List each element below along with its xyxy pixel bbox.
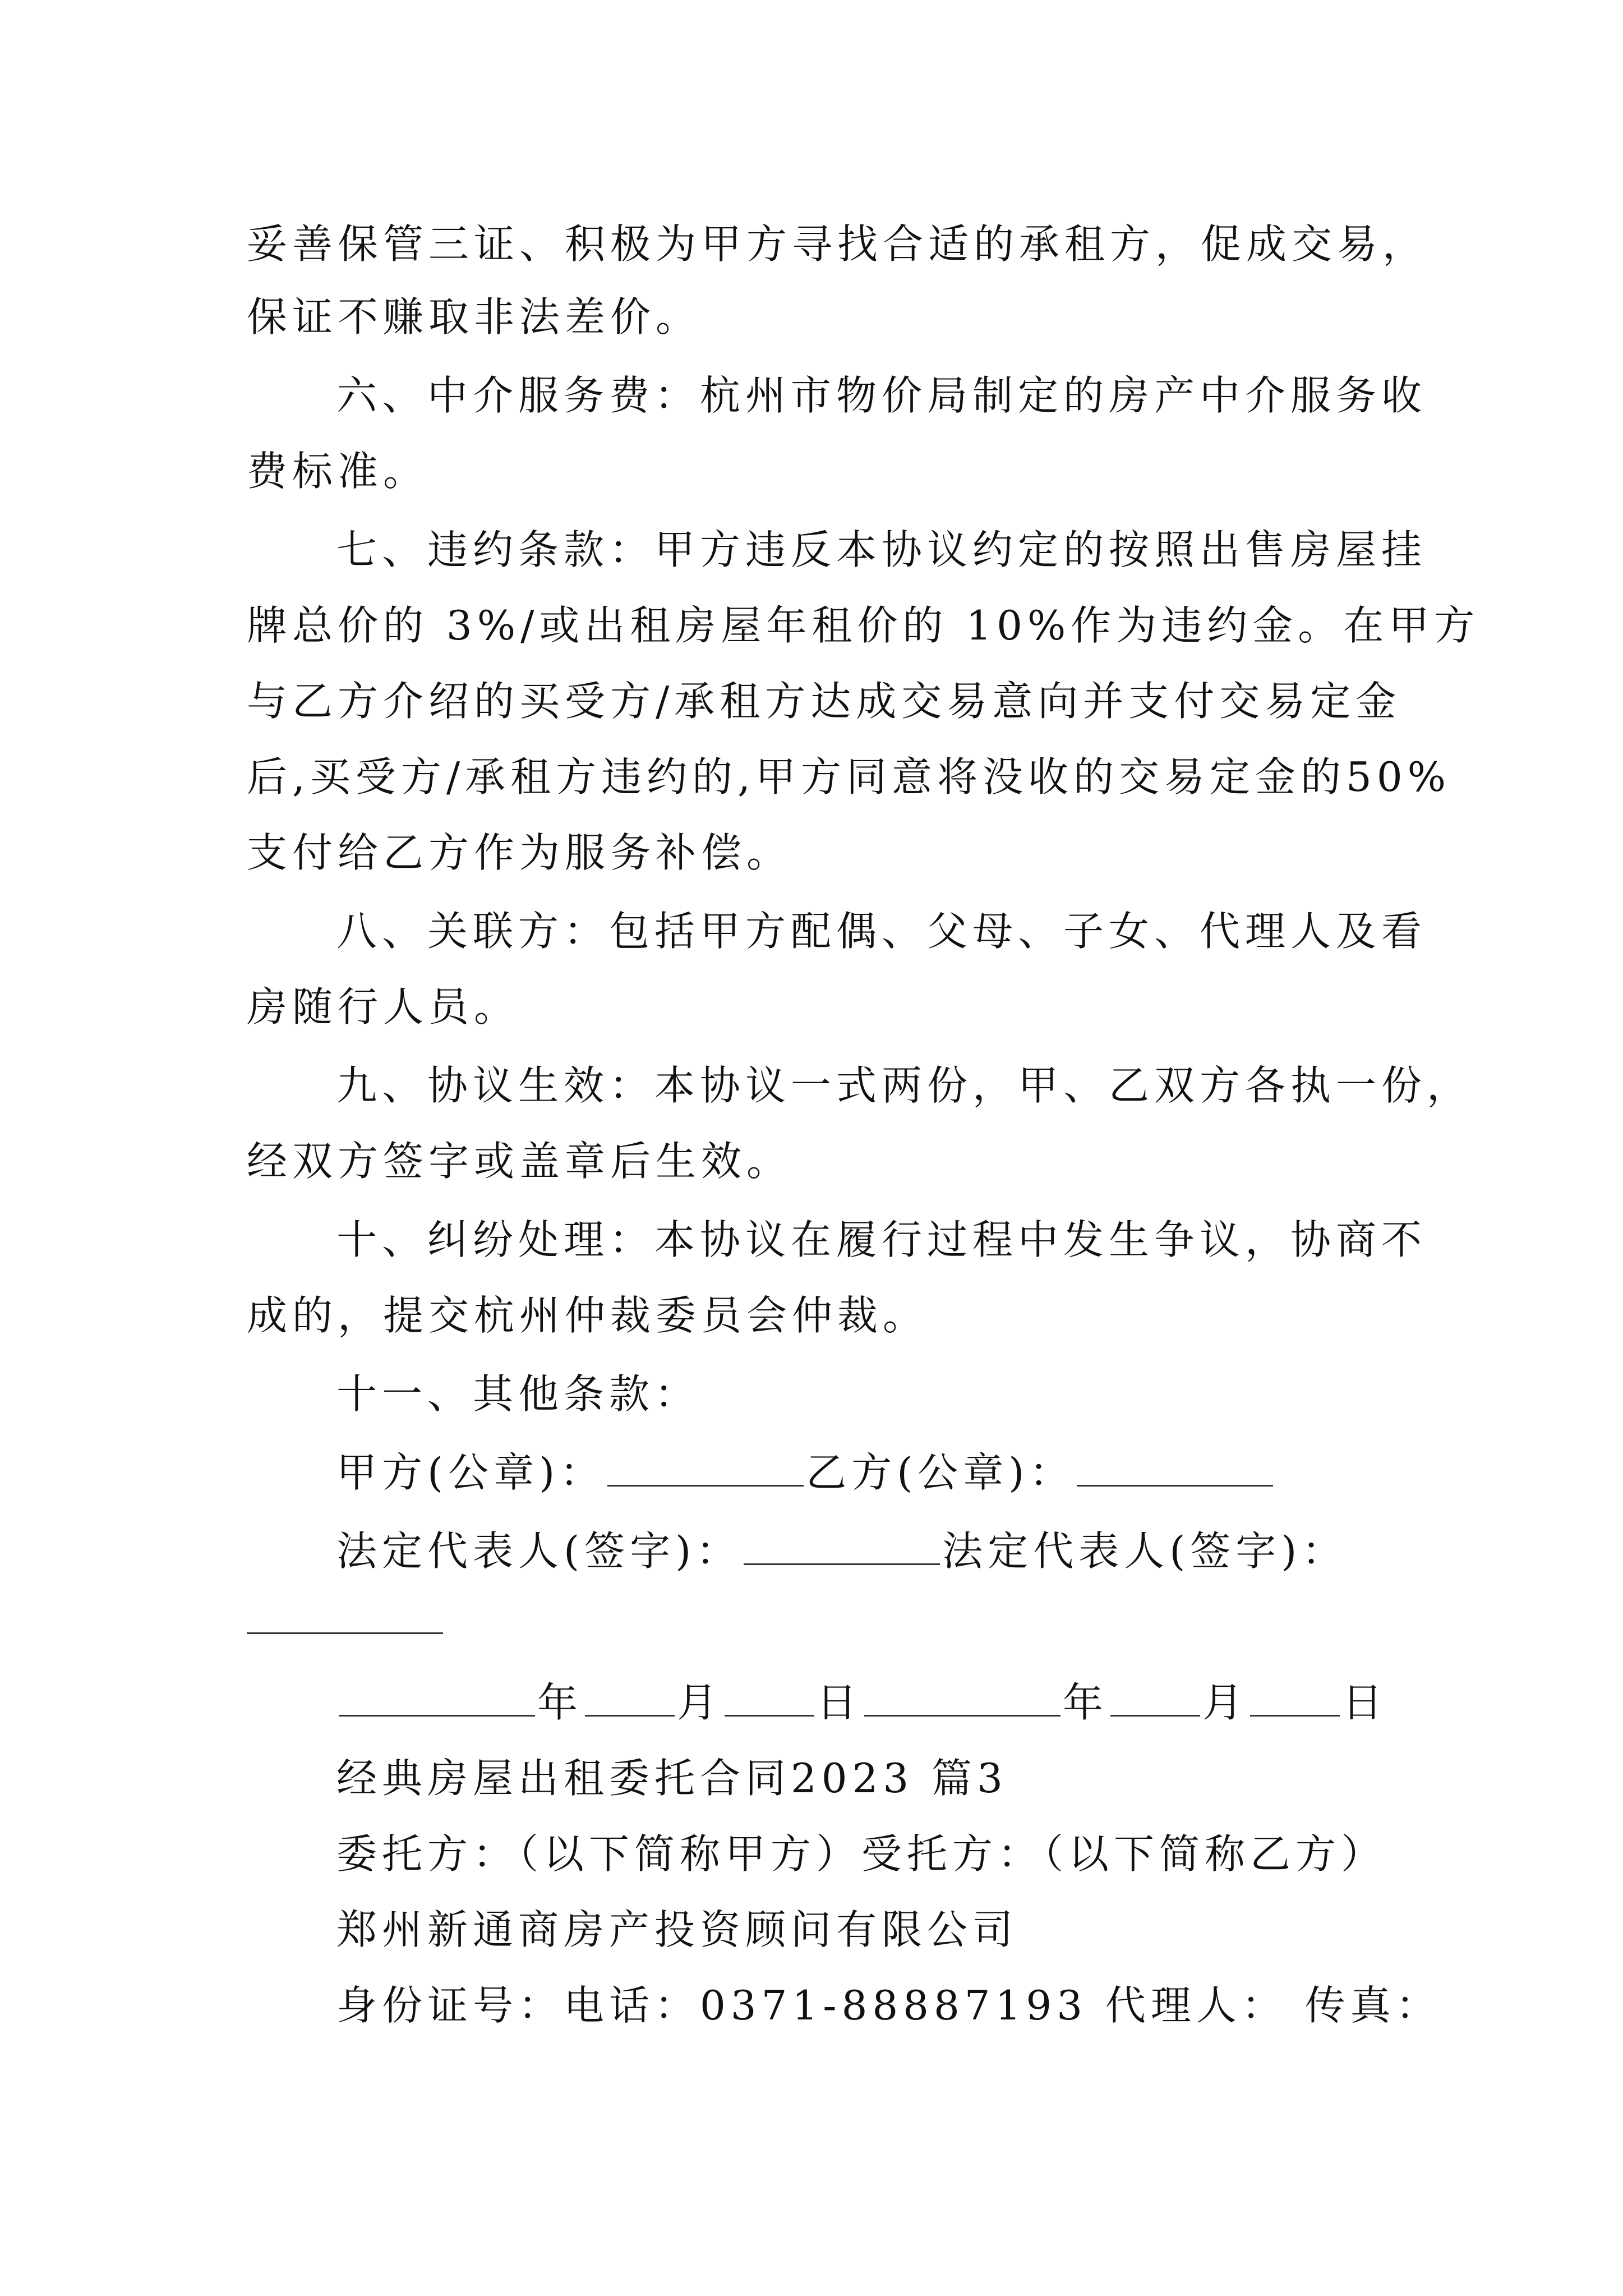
legal-rep-a-label: 法定代表人(签字)：	[336, 1527, 742, 1575]
p7-line-3: 与乙方介绍的买受方/承租方达成交易意向并支付交易定金	[247, 678, 1401, 725]
legal-rep-line	[336, 1523, 1347, 1579]
seal-line	[336, 1444, 1275, 1501]
date-a-day-label: 日	[817, 1679, 863, 1726]
legal-rep-a-blank[interactable]	[744, 1529, 940, 1565]
date-b-day-label: 日	[1342, 1679, 1388, 1726]
date-line	[336, 1674, 1387, 1731]
p7-line-5: 支付给乙方作为服务补偿。	[247, 829, 792, 876]
date-b-month-label: 月	[1202, 1679, 1248, 1726]
date-a-year-blank[interactable]	[339, 1680, 535, 1717]
date-a-day-blank[interactable]	[725, 1680, 814, 1717]
p6-line-1: 六、中介服务费：杭州市物价局制定的房产中介服务收	[336, 372, 1427, 419]
date-b-year-label: 年	[1063, 1679, 1109, 1726]
p5-line-1: 妥善保管三证、积极为甲方寻找合适的承租方，促成交易，	[247, 220, 1428, 268]
date-b-year-blank[interactable]	[864, 1680, 1061, 1717]
date-a-month-label: 月	[677, 1679, 723, 1726]
p7-line-1: 七、违约条款：甲方违反本协议约定的按照出售房屋挂	[336, 526, 1427, 573]
section3-title: 经典房屋出租委托合同2023 篇3	[336, 1755, 1008, 1802]
party-a-seal-blank[interactable]	[607, 1450, 804, 1487]
section3-parties: 委托方：（以下简称甲方）受托方：（以下简称乙方）	[336, 1830, 1387, 1878]
p5-line-2: 保证不赚取非法差价。	[247, 293, 702, 341]
party-a-seal-label: 甲方(公章)：	[336, 1449, 606, 1496]
date-a-month-blank[interactable]	[585, 1680, 675, 1717]
p8-line-2: 房随行人员。	[247, 983, 520, 1030]
p11-line-1: 十一、其他条款：	[336, 1370, 700, 1418]
section3-contact: 身份证号：电话：0371-88887193 代理人： 传真：	[336, 1982, 1441, 2029]
p7-line-4: 后,买受方/承租方违约的,甲方同意将没收的交易定金的50%	[247, 753, 1451, 800]
section3-company: 郑州新通商房产投资顾问有限公司	[336, 1906, 1018, 1953]
p9-line-2: 经双方签字或盖章后生效。	[247, 1138, 792, 1185]
p10-line-1: 十、纠纷处理：本协议在履行过程中发生争议，协商不	[336, 1216, 1427, 1263]
legal-rep-b-blank[interactable]	[247, 1632, 443, 1634]
party-b-seal-blank[interactable]	[1077, 1450, 1273, 1487]
p8-line-1: 八、关联方：包括甲方配偶、父母、子女、代理人及看	[336, 908, 1427, 955]
p7-line-2: 牌总价的 3%/或出租房屋年租价的 10%作为违约金。在甲方	[247, 602, 1480, 649]
party-b-seal-label: 乙方(公章)：	[806, 1449, 1075, 1496]
p10-line-2: 成的，提交杭州仲裁委员会仲裁。	[247, 1292, 929, 1339]
p6-line-2: 费标准。	[247, 448, 429, 495]
date-b-day-blank[interactable]	[1250, 1680, 1340, 1717]
p9-line-1: 九、协议生效：本协议一式两份，甲、乙双方各执一份，	[336, 1062, 1473, 1109]
date-b-month-blank[interactable]	[1110, 1680, 1200, 1717]
legal-rep-b-label: 法定代表人(签字)：	[942, 1527, 1348, 1575]
date-a-year-label: 年	[537, 1679, 583, 1726]
